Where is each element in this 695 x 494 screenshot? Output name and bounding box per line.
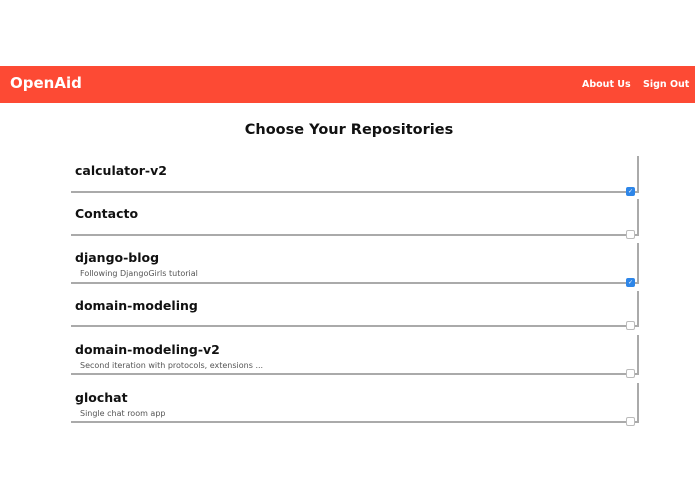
repository-item[interactable]	[71, 156, 639, 193]
brand-logo[interactable]: OpenAid	[10, 74, 82, 92]
repository-description: Following DjangoGirls tutorial	[80, 269, 198, 278]
repository-checkbox[interactable]: ✓	[627, 188, 634, 195]
repository-item[interactable]	[71, 335, 639, 375]
repository-name: django-blog	[75, 250, 160, 265]
repository-description: Single chat room app	[80, 409, 166, 418]
repository-checkbox[interactable]	[626, 230, 635, 239]
repository-name: domain-modeling	[75, 298, 198, 313]
repository-name: glochat	[75, 390, 128, 405]
repository-checkbox[interactable]	[626, 369, 635, 378]
repository-item[interactable]	[71, 383, 639, 423]
repository-checkbox[interactable]: ✓	[627, 279, 634, 286]
repository-description: Second iteration with protocols, extensions ...	[80, 361, 264, 370]
navbar	[0, 66, 695, 103]
page-title: Choose Your Repositories	[244, 122, 454, 138]
repository-name: calculator-v2	[75, 163, 167, 178]
repository-name: Contacto	[75, 206, 139, 221]
repository-item[interactable]	[71, 291, 639, 327]
sign-out-link[interactable]: Sign Out	[643, 79, 690, 90]
about-us-link[interactable]: About Us	[582, 79, 631, 90]
repository-item[interactable]	[71, 199, 639, 236]
repository-name: domain-modeling-v2	[75, 342, 220, 357]
repository-checkbox[interactable]	[626, 321, 635, 330]
repository-checkbox[interactable]	[626, 417, 635, 426]
repository-item[interactable]	[71, 243, 639, 284]
